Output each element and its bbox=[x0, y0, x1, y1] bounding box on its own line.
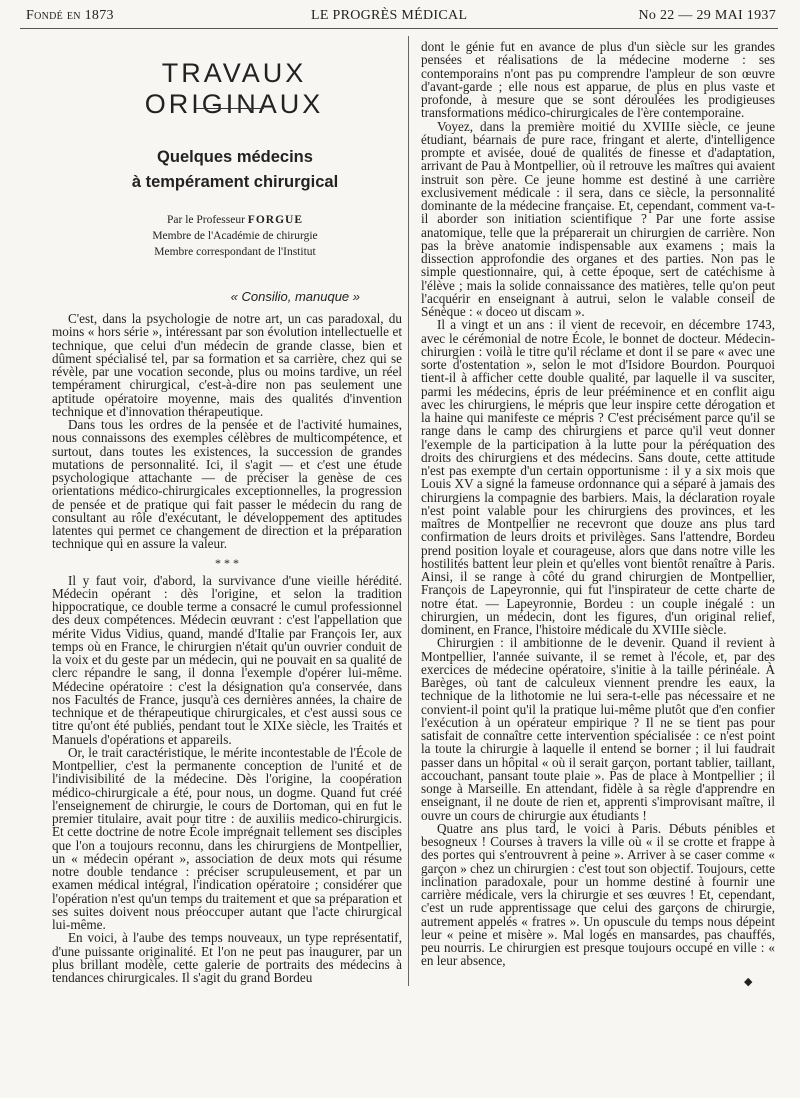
header-rule bbox=[20, 28, 778, 29]
header-founded: Fondé en 1873 bbox=[26, 8, 114, 23]
author-affiliation-2: Membre correspondant de l'Institut bbox=[154, 246, 316, 258]
author-name: FORGUE bbox=[247, 214, 303, 226]
column-rule bbox=[408, 36, 409, 986]
paragraph: Or, le trait caractéristique, le mérite incontestable de l'École de Montpellier, c'est la permanente conception de l'unité et de l'indivisibilité de la médecine. Dès l'origine, la coopération médico-chirurgicale a été, pour nous, un dogme. Quand fut créé l'enseignement de chirurgie, le cours de Dortoman, qui en fut le premier titulaire, avait pour titre : de auxiliis medico-chirurgicis. Et cette doctrine de notre École imprégnait tellement ses disciples que l'on a toujours reconnu, dans les chirurgiens de Montpellier, un « médecin opérant », association de deux mots qui résume notre double tendance : préciser scrupuleusement, et par un examen médical intégral, l'indication opératoire ; considérer que l'opération n'est qu'un temps du traitement et que sa préparation et ses suites doivent nous préoccuper autant que l'acte chirurgical lui-même. bbox=[52, 744, 402, 932]
paragraph: Chirurgien : il ambitionne de le devenir. Quand il revient à Montpellier, l'année suivante, il se remet à l'école, et, par des exercices de médecine opératoire, s'initie à la taille périnéale. À Barèges, où tant de calculeux viennent prendre les eaux, la technique de la lithotomie ne lui sera-t-elle pas nécessaire et ne convient-il point qu'il la pratique lui-même plutôt que d'en confier l'exécution à un opérateur empirique ? Il ne se tient pas pour satisfait de connaître cette intervention spécialisée : ce n'est point la toute la chirurgie à laquelle il entend se borner ; il lui faudrait passer dans un hôpital « où il serait garçon, portant tablier, taillant, accouchant, pansant toute plaie ». Pas de place à Montpellier ; il songe à Marseille. En attendant, fidèle à sa règle d'apprendre en enseignant, il ne doute de rien et, apprenti s'improvisant maître, il ouvre un cours de chirurgie aux étudiants ! bbox=[421, 635, 775, 823]
article-title bbox=[90, 145, 380, 195]
continuation-mark: ◆ bbox=[744, 976, 753, 988]
paragraph: dont le génie fut en avance de plus d'un siècle sur les grandes pensées et réalisations de la médecine moderne : ses contemporains n'ont pas pu comprendre l'ampleur de son œuvre d'avant-garde ; elle nous est apparue, de plus en plus vaste et profonde, à mesure que se sont déroulées les prodigieuses transformations médico-chirurgicales de l'ère contemporaine. bbox=[421, 39, 775, 121]
section-title: TRAVAUX ORIGINAUX bbox=[144, 58, 324, 119]
paragraph: En voici, à l'aube des temps nouveaux, un type représentatif, d'une puissante originalité. Et l'on ne peut pas inaugurer, par un plus brillant modèle, cette galerie de portraits des médecins à tendances chirurgicales. Il s'agit du grand Bordeu bbox=[52, 930, 402, 985]
paragraph: Quatre ans plus tard, le voici à Paris. Débuts pénibles et besogneux ! Courses à travers la ville où « il se crotte et frappe à des portes qui s'entrouvrent à peine ». Arriver à se caser comme « garçon » chez un chirurgien : c'est tout son objectif. Toujours, cette inclination paradoxale, pour un homme destiné à fournir une carrière médicale, vers la chirurgie et ses œuvres ! Et, cependant, c'est un rude apprentissage que celui des garçons de chirurgie, autrement appelés « fratres ». Un opuscule du temps nous dépeint leur « peine et misère ». Mal logés en mansardes, pas chauffés, peu nourris. Le chirurgien est presque toujours occupé en ville : « en leur absence, bbox=[421, 820, 775, 969]
byline-prefix: Par le Professeur bbox=[166, 214, 245, 226]
header-issue-date: No 22 — 29 MAI 1937 bbox=[638, 8, 776, 23]
paragraph: C'est, dans la psychologie de notre art, un cas paradoxal, du moins « hors série », intéressant par son évolution intellectuelle et technique, que celui d'un médecin de grande classe, bien et dûment spécialisé tel, par sa formation et sa carrière, chez qui se révèle, par une vocation seconde, plus ou moins tardive, un réel tempérament chirurgical, c'est-à-dire non pas seulement une aptitude opératoire moyenne, mais des qualités d'invention technique et d'innovation thérapeutique. bbox=[52, 311, 402, 419]
paragraph: Dans tous les ordres de la pensée et de l'activité humaines, nous connaissons des exemples célèbres de multicompétence, et surtout, dans toutes les existences, la succession de grandes mutations de personnalité. Ici, il s'agit — et c'est une étude psychologique attachante — de préciser la genèse de ces orientations médico-chirurgicales exceptionnelles, la progression de pensée et de pratique qui fait passer le médecin du rang de consultant au rôle d'exécutant, le développement des aptitudes latentes qui permet ce changement de direction et la préparation technique qui en assure la valeur. bbox=[52, 417, 402, 552]
author-affiliation-1: Membre de l'Académie de chirurgie bbox=[152, 230, 318, 242]
article-title-line-1: Quelques médecins bbox=[157, 148, 313, 166]
paragraph: Il a vingt et un ans : il vient de recevoir, en décembre 1743, avec le cérémonial de notre École, le bonnet de docteur. Médecin-chirurgien : voilà le titre qu'il réclame et dont il se pare « avec une sorte d'ostentation », selon le mot d'Isidore Bourdon. Pourquoi tient-il à afficher cette double qualité, par laquelle il va susciter, parmi les médecins, épris de leur prééminence et en conflit aigu avec les chirurgiens, le mépris que leur inspire cette dérogation et la haine qui manifeste ce mépris ? C'est précisément parce qu'il se range dans le camp des chirurgiens et parce qu'il veut donner l'exemple de la participation à la lutte pour la péréquation des droits des chirurgiens et des médecins. Sans doute, cette attitude n'est pas exempte d'un certain opportunisme : il y a six mois que Louis XV a signé la fameuse ordonnance qui a séparé à jamais des chirurgiens la compagnie des barbiers. Mais, la déclaration royale n'est point valable pour les chirurgiens des provinces, et les maîtres de Montpellier ne recevront que douze ans plus tard confirmation de leurs droits et privilèges. Sans l'attendre, Bordeu prend position loyale et courageuse, alors que dans notre ville les hostilités battent leur plein et qu'elles vont bientôt renaître à Paris. Ainsi, il se range à côté du grand chirurgien de Montpellier, François de Lapeyronnie, qui fut l'inspirateur de cette charte de notre état. — Lapeyronnie, Bordeu : un couple inégalé : un chirurgien, un médecin, dont les figures, d'un original relief, dominent, en France, l'histoire médicale du XVIIIe siècle. bbox=[421, 317, 775, 637]
left-column-body bbox=[52, 302, 402, 984]
paragraph: Il y faut voir, d'abord, la survivance d'une vieille hérédité. Médecin opérant : dès l'origine, et selon la tradition hippocratique, ce double terme a consacré le cumul professionnel des deux compétences. Médecin œuvrant : c'est l'appellation que mérite Vidus Vidius, quand, mandé d'Italie par François Ier, aux temps où en France, le chirurgien n'était qu'un ouvrier conduit de la voix et du geste par un médecin, qui ne pouvait en sa qualité de clerc répandre le sang, il donna l'exemple d'opérer lui-même. Médecine opératoire : c'est la désignation qu'a conservée, dans nos Facultés de France, jusqu'à ces dernières années, la chaire de technique et de thérapeutique chirurgicales, et c'est aussi sous ce titre qu'ont été publiés, pendant tout le XIXe siècle, les Traités et Manuels d'opérations et appareils. bbox=[52, 572, 402, 747]
right-column-body bbox=[421, 40, 775, 968]
byline bbox=[100, 212, 370, 260]
asterism-divider: * * * bbox=[215, 555, 239, 570]
running-header bbox=[26, 8, 776, 30]
article-title-line-2: à tempérament chirurgical bbox=[131, 173, 339, 191]
header-journal-title: LE PROGRÈS MÉDICAL bbox=[311, 8, 468, 23]
epigraph: « Consilio, manuque » bbox=[230, 289, 360, 304]
author-line bbox=[100, 212, 370, 228]
paragraph: Voyez, dans la première moitié du XVIIIe siècle, ce jeune étudiant, béarnais de pure race, fringant et alerte, d'intelligence prompte et avisée, doué de qualités de finesse et d'adaptation, arrivant de Pau à Montpellier, où il retrouve les maîtres qui avaient instruit son père. Ce jeune homme est destiné à une carrière exclusivement médicale : il sera, dans ce siècle, la personnalité dominante de la médecine française. Et, cependant, comment va-t-il aborder son initiation scientifique ? Par une forte assise anatomique, telle que la préparerait un chirurgien de carrière. Non pas la brève anatomie indispensable aux examens ; mais la dissection approfondie des organes et des parties. Non pas le simple questionnaire, qui, à cette époque, sert de catéchisme à l'élève ; mais la solide connaissance des matières, telle qu'on peut l'acquérir en enseignant à autrui, selon le valable conseil de Sénèque : « doceo ut discam ». bbox=[421, 118, 775, 319]
title-rule bbox=[196, 108, 264, 109]
